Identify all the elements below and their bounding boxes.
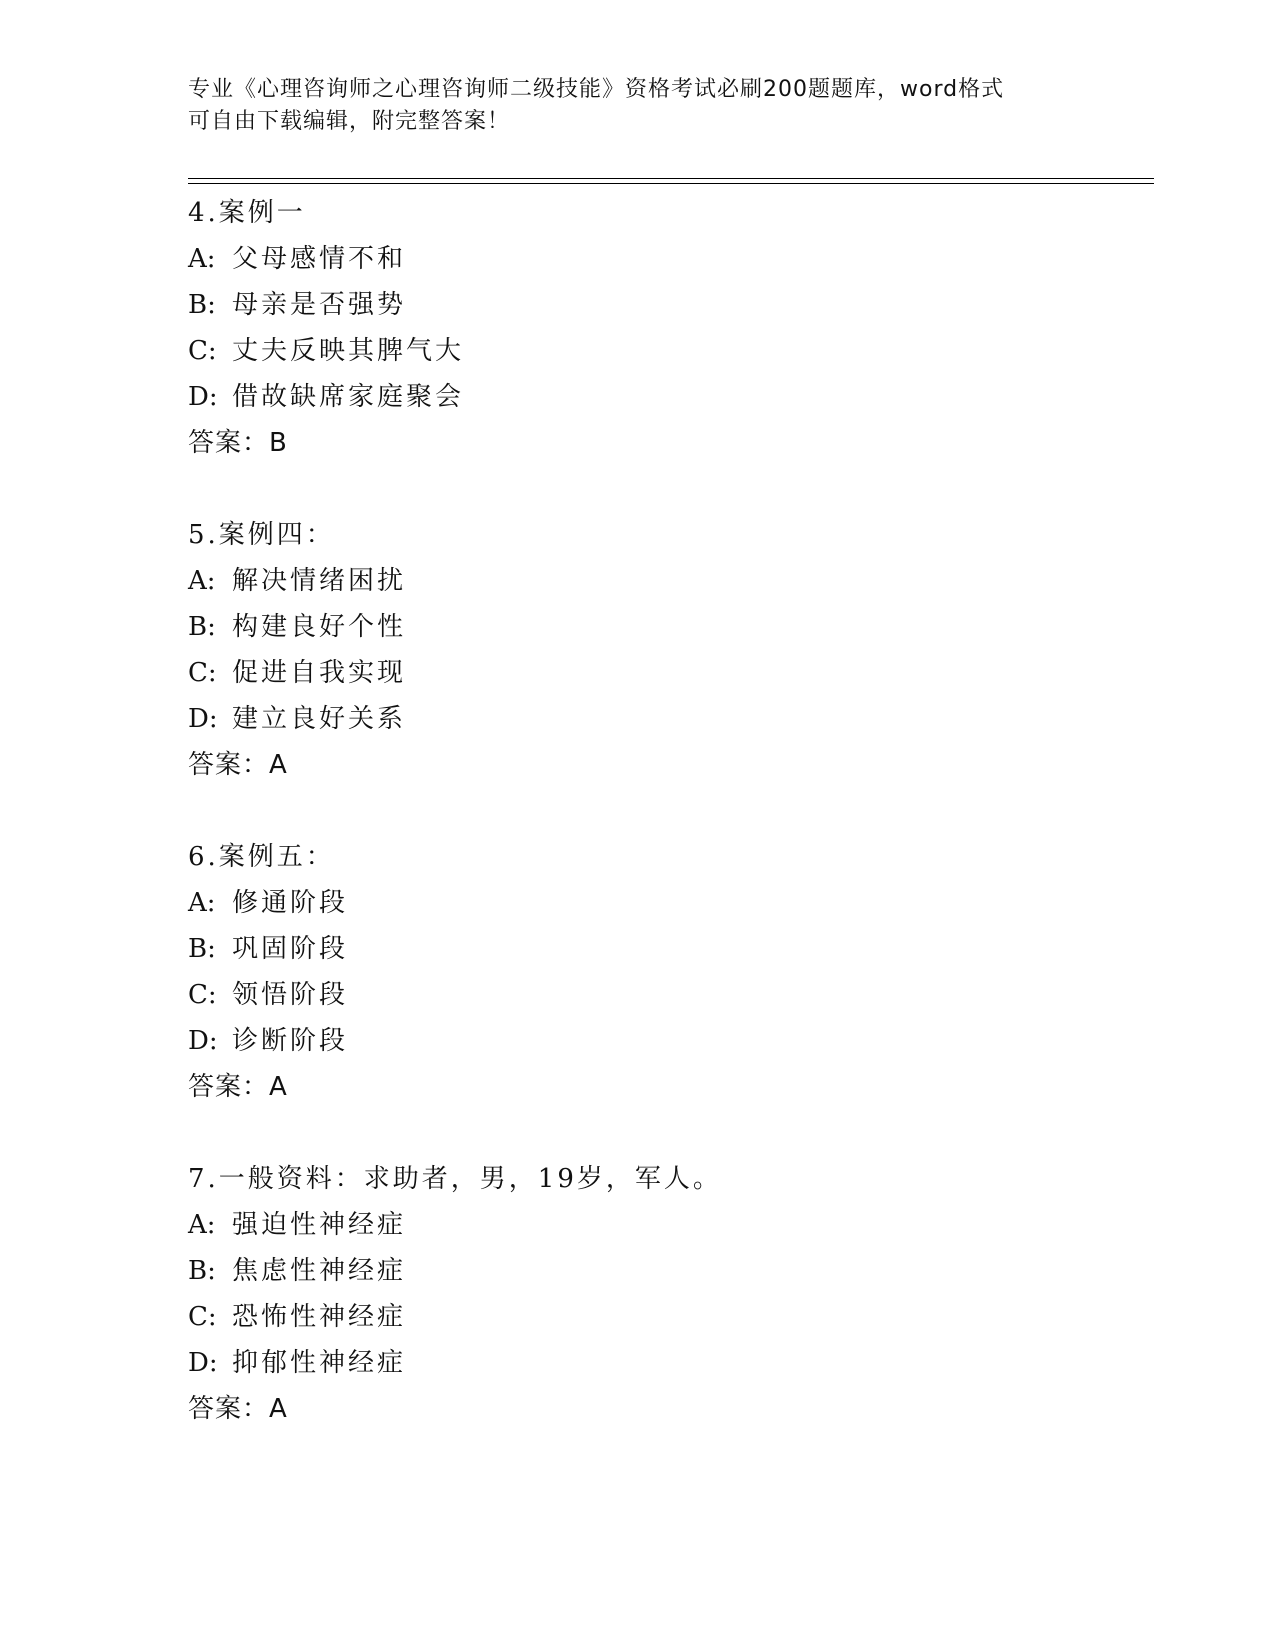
option-a [188,558,1154,604]
question-6 [188,834,1154,1156]
answer-line: 答案：A [188,1072,288,1102]
header-line-1: 专业《心理咨询师之心理咨询师二级技能》资格考试必刷200题题库，word格式 [188,77,1005,102]
option-text: 母亲是否强势 [232,290,407,320]
option-text: 父母感情不和 [232,244,407,274]
question-stem: 4.案例一 [188,198,306,228]
option-label: C: [188,658,217,688]
option-text: 领悟阶段 [232,980,349,1010]
option-text: 借故缺席家庭聚会 [232,382,465,412]
option-c [188,650,1154,696]
option-label: A: [188,244,216,274]
option-label: B: [188,290,216,320]
option-text: 解决情绪困扰 [232,566,407,596]
option-label: B: [188,934,216,964]
option-a [188,236,1154,282]
option-text: 焦虑性神经症 [232,1256,407,1286]
header-divider-top [188,178,1154,179]
option-text: 抑郁性神经症 [232,1348,407,1378]
question-5 [188,512,1154,834]
option-label: A: [188,888,216,918]
option-text: 恐怖性神经症 [232,1302,407,1332]
option-d [188,696,1154,742]
option-c [188,328,1154,374]
option-d [188,1340,1154,1386]
option-c [188,1294,1154,1340]
option-text: 强迫性神经症 [232,1210,407,1240]
option-label: C: [188,336,217,366]
option-text: 丈夫反映其脾气大 [232,336,465,366]
question-stem: 6.案例五： [188,842,335,872]
option-label: D: [188,704,218,734]
option-b [188,282,1154,328]
option-c [188,972,1154,1018]
option-a [188,880,1154,926]
answer-line: 答案：A [188,750,288,780]
question-4 [188,190,1154,512]
option-text: 修通阶段 [232,888,349,918]
option-text: 建立良好关系 [232,704,407,734]
header-line-2: 可自由下载编辑，附完整答案！ [188,109,511,134]
option-text: 促进自我实现 [232,658,407,688]
document-header [188,74,1088,138]
question-stem: 5.案例四： [188,520,335,550]
option-text: 诊断阶段 [232,1026,349,1056]
option-label: B: [188,1256,216,1286]
option-label: A: [188,1210,216,1240]
option-b [188,604,1154,650]
option-d [188,374,1154,420]
option-d [188,1018,1154,1064]
question-spacer [188,466,1154,512]
answer-line: 答案：B [188,428,288,458]
question-7 [188,1156,1154,1432]
option-label: D: [188,1026,218,1056]
option-label: C: [188,1302,217,1332]
option-label: D: [188,382,218,412]
option-text: 构建良好个性 [232,612,407,642]
answer-line: 答案：A [188,1394,288,1424]
option-label: C: [188,980,217,1010]
question-stem: 7.一般资料：求助者，男，19岁，军人。 [188,1164,722,1194]
option-text: 巩固阶段 [232,934,349,964]
question-spacer [188,1110,1154,1156]
option-label: D: [188,1348,218,1378]
option-b [188,1248,1154,1294]
option-b [188,926,1154,972]
option-label: B: [188,612,216,642]
question-list [188,190,1154,1432]
header-divider-bottom [188,183,1154,184]
option-label: A: [188,566,216,596]
option-a [188,1202,1154,1248]
question-spacer [188,788,1154,834]
